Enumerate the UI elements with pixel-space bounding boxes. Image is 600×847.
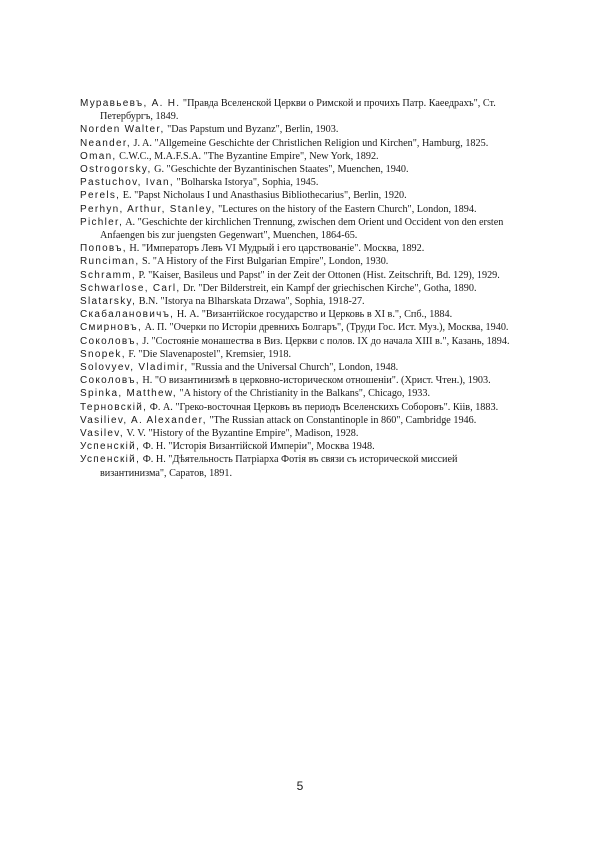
bibliography-entry (80, 335, 510, 348)
entry-text: A. "Geschichte der kirchlichen Trennung, zwischen dem Orient und Occident von den ersten Anfaengen bis zur juengsten Gegenwart", Muenchen, 1864-65. (100, 216, 504, 242)
entry-author: Norden Walter, (80, 124, 165, 136)
entry-text: "Правда Вселенской Церкви о Римской и прочихъ Патр. Каеедрахъ", Ст. Петербургъ, 1849. (100, 98, 496, 123)
entry-author: Pichler, (80, 216, 124, 228)
entry-text: Н. "Императоръ Левъ VI Мудрый і его царствованіе". Москва, 1892. (129, 243, 425, 255)
entry-text: B.N. "Istorya na Blharskata Drzawa", Sophia, 1918-27. (138, 296, 365, 308)
entry-author: Neander, (80, 137, 131, 149)
entry-text: F. "Die Slavenapostel", Kremsier, 1918. (128, 348, 292, 360)
bibliography-entry (80, 361, 510, 374)
bibliography-entry (80, 427, 510, 440)
bibliography-entry (80, 163, 510, 176)
entry-text: Dr. "Der Bilderstreit, ein Kampf der griechischen Kirche", Gotha, 1890. (183, 282, 477, 294)
bibliography-entry (80, 414, 510, 427)
bibliography-entry (80, 269, 510, 282)
entry-author: Spinka, Matthew, (80, 388, 177, 400)
entry-text: Ф. Н. "Исторія Византійской Имперіи", Москва 1948. (142, 441, 375, 453)
entry-text: Н. А. "Византійское государство и Церковь в XI в.", Спб., 1884. (176, 309, 453, 321)
entry-author: Поповъ, (80, 243, 127, 255)
entry-author: Vasiliev, A. Alexander, (80, 414, 207, 426)
entry-text: "Russia and the Universal Church", London, 1948. (190, 362, 399, 374)
entry-author: Perels, (80, 190, 121, 202)
bibliography-entry (80, 440, 510, 453)
entry-author: Solovyev, Vladimir, (80, 362, 189, 374)
bibliography-entry (80, 97, 510, 123)
bibliography-list (80, 97, 510, 480)
entry-author: Успенскій, (80, 441, 141, 453)
bibliography-entry (80, 401, 510, 414)
bibliography-entry (80, 176, 510, 189)
entry-author: Schramm, (80, 269, 136, 281)
bibliography-entry (80, 203, 510, 216)
entry-author: Соколовъ, (80, 375, 140, 387)
bibliography-entry (80, 374, 510, 387)
entry-author: Скабалановичъ, (80, 309, 175, 321)
entry-text: "The Russian attack on Constantinople in 860", Cambridge 1946. (209, 414, 477, 426)
bibliography-entry (80, 255, 510, 268)
bibliography-entry (80, 282, 510, 295)
entry-text: E. "Papst Nicholaus I und Anasthasius Bibliothecarius", Berlin, 1920. (122, 190, 407, 202)
bibliography-entry (80, 189, 510, 202)
entry-author: Pastuchov, Ivan, (80, 177, 174, 189)
entry-text: Н. "О византинизмѣ в церковно-историческом отношеніи". (Христ. Чтен.), 1903. (142, 375, 491, 387)
bibliography-entry (80, 295, 510, 308)
entry-text: S. "A History of the First Bulgarian Empire", London, 1930. (142, 256, 389, 268)
entry-text: J. "Состояніе монашества в Виз. Церкви с полов. IX до начала XIII в.", Казань, 1894. (142, 335, 510, 347)
entry-text: V. V. "History of the Byzantine Empire", Madison, 1928. (126, 428, 359, 440)
page-number: 5 (296, 779, 304, 793)
entry-author: Schwarlose, Carl, (80, 282, 181, 294)
entry-author: Slatarsky, (80, 296, 137, 308)
entry-author: Соколовъ, (80, 335, 140, 347)
entry-text: "A history of the Christianity in the Balkans", Chicago, 1933. (179, 388, 431, 400)
entry-author: Ostrogorsky, (80, 164, 152, 176)
entry-text: А. П. "Очерки по Исторіи древнихъ Болгаръ", (Труди Гос. Ист. Муз.), Москва, 1940. (144, 322, 509, 334)
entry-text: "Bolharska Istorya", Sophia, 1945. (176, 177, 319, 189)
entry-author: Терновскій, (80, 401, 148, 413)
entry-author: Смирновъ, (80, 322, 143, 334)
bibliography-entry (80, 387, 510, 400)
bibliography-entry (80, 453, 510, 479)
entry-author: Муравьевъ, А. Н. (80, 98, 181, 109)
bibliography-entry (80, 216, 510, 242)
entry-text: Ф. А. "Греко-восточная Церковъ въ периодъ Вселенскихъ Соборовъ". Кіів, 1883. (149, 401, 499, 413)
bibliography-entry (80, 308, 510, 321)
entry-text: C.W.C., M.A.F.S.A. "The Byzantine Empire", New York, 1892. (119, 150, 379, 162)
bibliography-entry (80, 321, 510, 334)
entry-author: Успенскій, (80, 454, 141, 466)
entry-author: Runciman, (80, 256, 140, 268)
bibliography-entry (80, 123, 510, 136)
entry-text: G. "Geschichte der Byzantinischen Staates", Muenchen, 1940. (154, 164, 409, 176)
entry-author: Perhyn, Arthur, Stanley, (80, 203, 216, 215)
bibliography-entry (80, 348, 510, 361)
entry-text: "Das Papstum und Byzanz", Berlin, 1903. (167, 124, 339, 136)
entry-text: Ф. Н. "Дѣятельность Патріарха Фотія въ связи съ исторической миссией византинизма", Саратов, 1891. (100, 454, 458, 479)
bibliography-entry (80, 242, 510, 255)
entry-author: Snopek, (80, 348, 126, 360)
entry-text: P. "Kaiser, Basileus und Papst" in der Zeit der Ottonen (Hist. Zeitschrift, Bd. 129), 1929. (138, 269, 500, 281)
entry-text: "Lectures on the history of the Eastern Church", London, 1894. (218, 203, 477, 215)
bibliography-entry (80, 137, 510, 150)
entry-text: J. A. "Allgemeine Geschichte der Christlichen Religion und Kirchen", Hamburg, 1825. (133, 137, 489, 149)
entry-author: Vasilev, (80, 428, 124, 440)
entry-author: Oman, (80, 150, 117, 162)
bibliography-entry (80, 150, 510, 163)
